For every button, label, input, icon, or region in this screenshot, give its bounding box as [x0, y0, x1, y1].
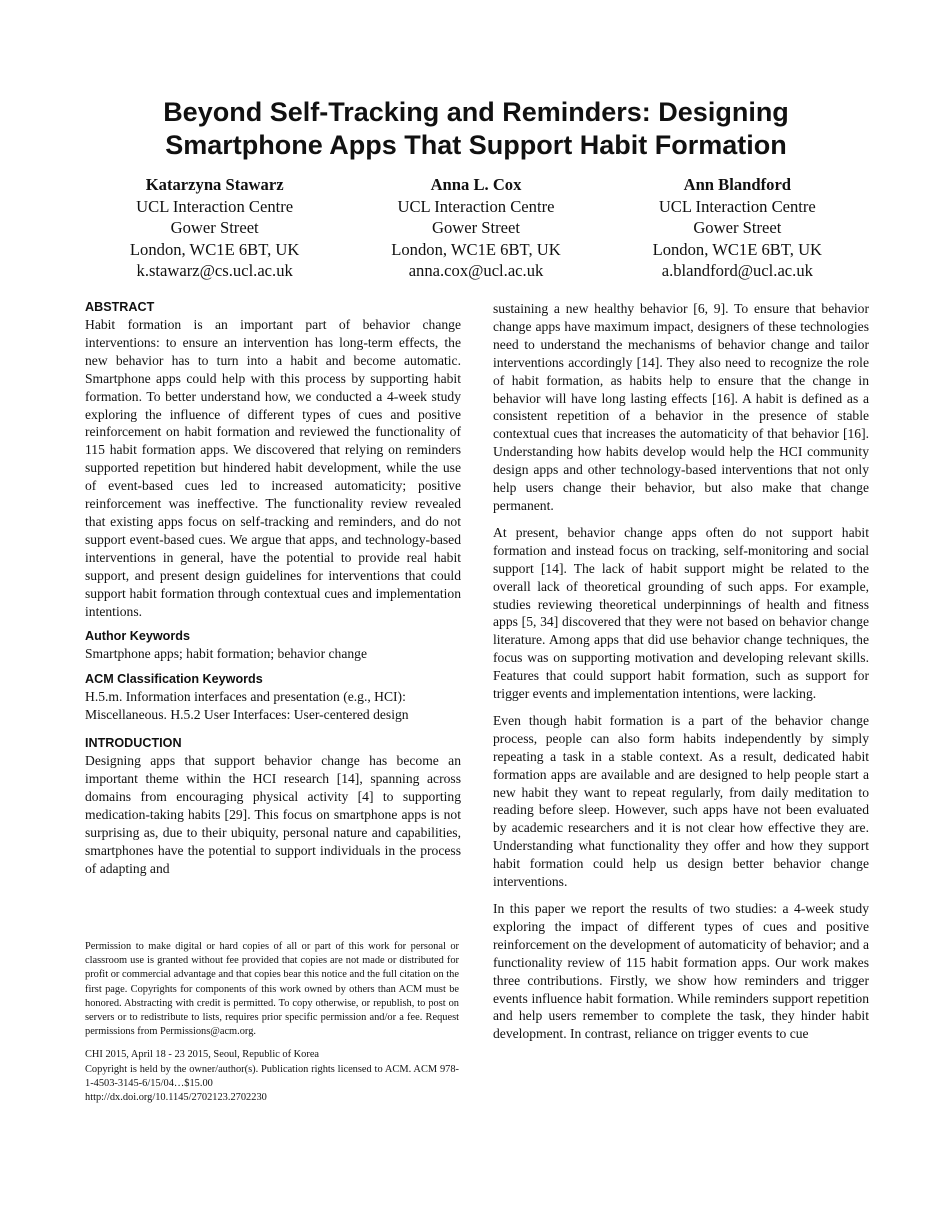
left-column [85, 300, 461, 886]
author-city: London, WC1E 6BT, UK [391, 239, 561, 259]
right-column [493, 300, 869, 1052]
author-affiliation: UCL Interaction Centre [136, 196, 294, 216]
author-affiliation: UCL Interaction Centre [658, 196, 816, 216]
author-city: London, WC1E 6BT, UK [129, 239, 300, 259]
permission-text: Permission to make digital or hard copies of all or part of this work for personal or classroom use is granted without fee provided that copies are not made or distributed for profit or commercial advantage and that copies bear this notice and the full citation on the first page. Copyrights for components of this work owned by others than ACM must be honored. Abstracting with credit is permitted. To copy otherwise, or republish, to post on servers or to redistribute to lists, requires prior specific permission and/or a fee. Request permissions from Permissions@acm.org. [85, 941, 459, 1038]
introduction-paragraph-1-continued: sustaining a new healthy behavior [6, 9]. To ensure that behavior change apps have maximum impact, designers of these technologies need to understand the mechanisms of behavior change and tailor interventions accordingly [14]. They also need to recognize the role of habit formation, as habits help to ensure that the change in behavior will have long lasting effects [16]. A habit is defined as a consistent repetition of a behavior in the presence of stable contextual cues that increases the automaticity of that behavior [16]. Understanding how habits develop would help the HCI community design apps and other technology-based interventions that not only help users change their behavior, but also make that change permanent. [493, 301, 869, 513]
copyright-line: Copyright is held by the owner/author(s). Publication rights licensed to ACM. ACM 978-1-4503-3145-6/15/04…$15.00 [85, 1063, 459, 1089]
author-keywords-text: Smartphone apps; habit formation; behavior change [85, 646, 367, 662]
abstract-heading: ABSTRACT [85, 300, 155, 314]
author-3 [607, 174, 868, 282]
author-name: Anna L. Cox [430, 175, 522, 194]
author-keywords-heading: Author Keywords [85, 629, 190, 644]
author-email: a.blandford@ucl.ac.uk [661, 261, 813, 280]
author-1 [84, 174, 345, 282]
conference-line: CHI 2015, April 18 - 23 2015, Seoul, Republic of Korea [85, 1049, 320, 1061]
author-street: Gower Street [693, 218, 782, 237]
doi-link[interactable]: http://dx.doi.org/10.1145/2702123.2702230 [85, 1092, 267, 1104]
author-block [84, 174, 868, 282]
author-affiliation: UCL Interaction Centre [397, 196, 555, 216]
author-street: Gower Street [170, 218, 259, 237]
introduction-heading: INTRODUCTION [85, 736, 182, 751]
author-street: Gower Street [431, 218, 520, 237]
author-email: anna.cox@ucl.ac.uk [408, 261, 544, 280]
author-name: Katarzyna Stawarz [145, 175, 284, 194]
author-email: k.stawarz@cs.ucl.ac.uk [136, 261, 293, 280]
paper-title [60, 96, 892, 162]
introduction-paragraph-3: Even though habit formation is a part of the behavior change process, people can also form habits independently by simply repeating a task in a stable context. As a result, dedicated habit formation apps are available and are designed to help people start a new habit they want to repeat regularly, from daily meditation to reading before sleep. However, such apps have not been evaluated by academic researchers and it is not clear how effective they are. Understanding what functionality they offer and how they support habit formation could help us design better behavior change interventions. [493, 712, 869, 890]
introduction-paragraph-4: In this paper we report the results of two studies: a 4-week study exploring the impact of different types of cues and positive reinforcement on the development of automaticity of behavior; and a functionality review of 115 habit formation apps. Our work makes three contributions. Firstly, we show how reminders and trigger events influence habit formation. While reminders support repetition and help users remember to complete the task, they hinder habit development. In contrast, reliance on trigger events to cue [493, 901, 869, 1042]
acm-keywords-text: H.5.m. Information interfaces and presentation (e.g., HCI): Miscellaneous. H.5.2 User Interfaces: User-centered design [85, 689, 409, 723]
introduction-paragraph-2: At present, behavior change apps often do not support habit formation and instead focus on tracking, self-monitoring and social support [14]. The lack of habit support might be related to the overall lack of theoretical grounding of such apps. For example, studies reviewing theoretical underpinnings of health and fitness apps [5, 34] discovered that they were not based on behavior change literature. Among apps that did use behavior change techniques, the focus was on supporting motivation and developing relevant skills. Features that could support habit formation, such as support for trigger events and implementation intentions, were lacking. [493, 524, 869, 702]
author-name: Ann Blandford [683, 175, 792, 194]
abstract-text: Habit formation is an important part of behavior change interventions: to ensure an intervention has long-term effects, the new behavior has to turn into a habit and become automatic. Smartphone apps could help with this process by supporting habit formation. To better understand how, we conducted a 4-week study exploring the influence of different types of cues and positive reinforcement on habit formation and reviewed the functionality of 115 habit formation apps. We discovered that relying on reminders supported repetition but hindered habit development, while the use of event-based cues led to increased automaticity; positive reinforcement was ineffective. The functionality review revealed that existing apps focus on self-tracking and reminders, and do not support event-based cues. We argue that apps, and technology-based interventions in general, have the potential to provide real habit support, and present design guidelines for interventions that could support habit formation through contextual cues and implementation intentions. [85, 317, 461, 619]
title-line-2: Smartphone Apps That Support Habit Formation [165, 130, 787, 160]
title-line-1: Beyond Self-Tracking and Reminders: Designing [163, 97, 789, 127]
permission-block [85, 940, 459, 1105]
author-city: London, WC1E 6BT, UK [652, 239, 823, 259]
author-2 [345, 174, 606, 282]
acm-keywords-heading: ACM Classification Keywords [85, 672, 263, 687]
introduction-paragraph-1: Designing apps that support behavior change has become an important theme within the HCI research [14], spanning across domains from encouraging physical activity [4] to supporting medication-taking habits [29]. This focus on smartphone apps is not surprising as, due to their ubiquity, personal nature and capabilities, smartphones have the potential to support individuals in the process of adapting and [85, 753, 461, 876]
